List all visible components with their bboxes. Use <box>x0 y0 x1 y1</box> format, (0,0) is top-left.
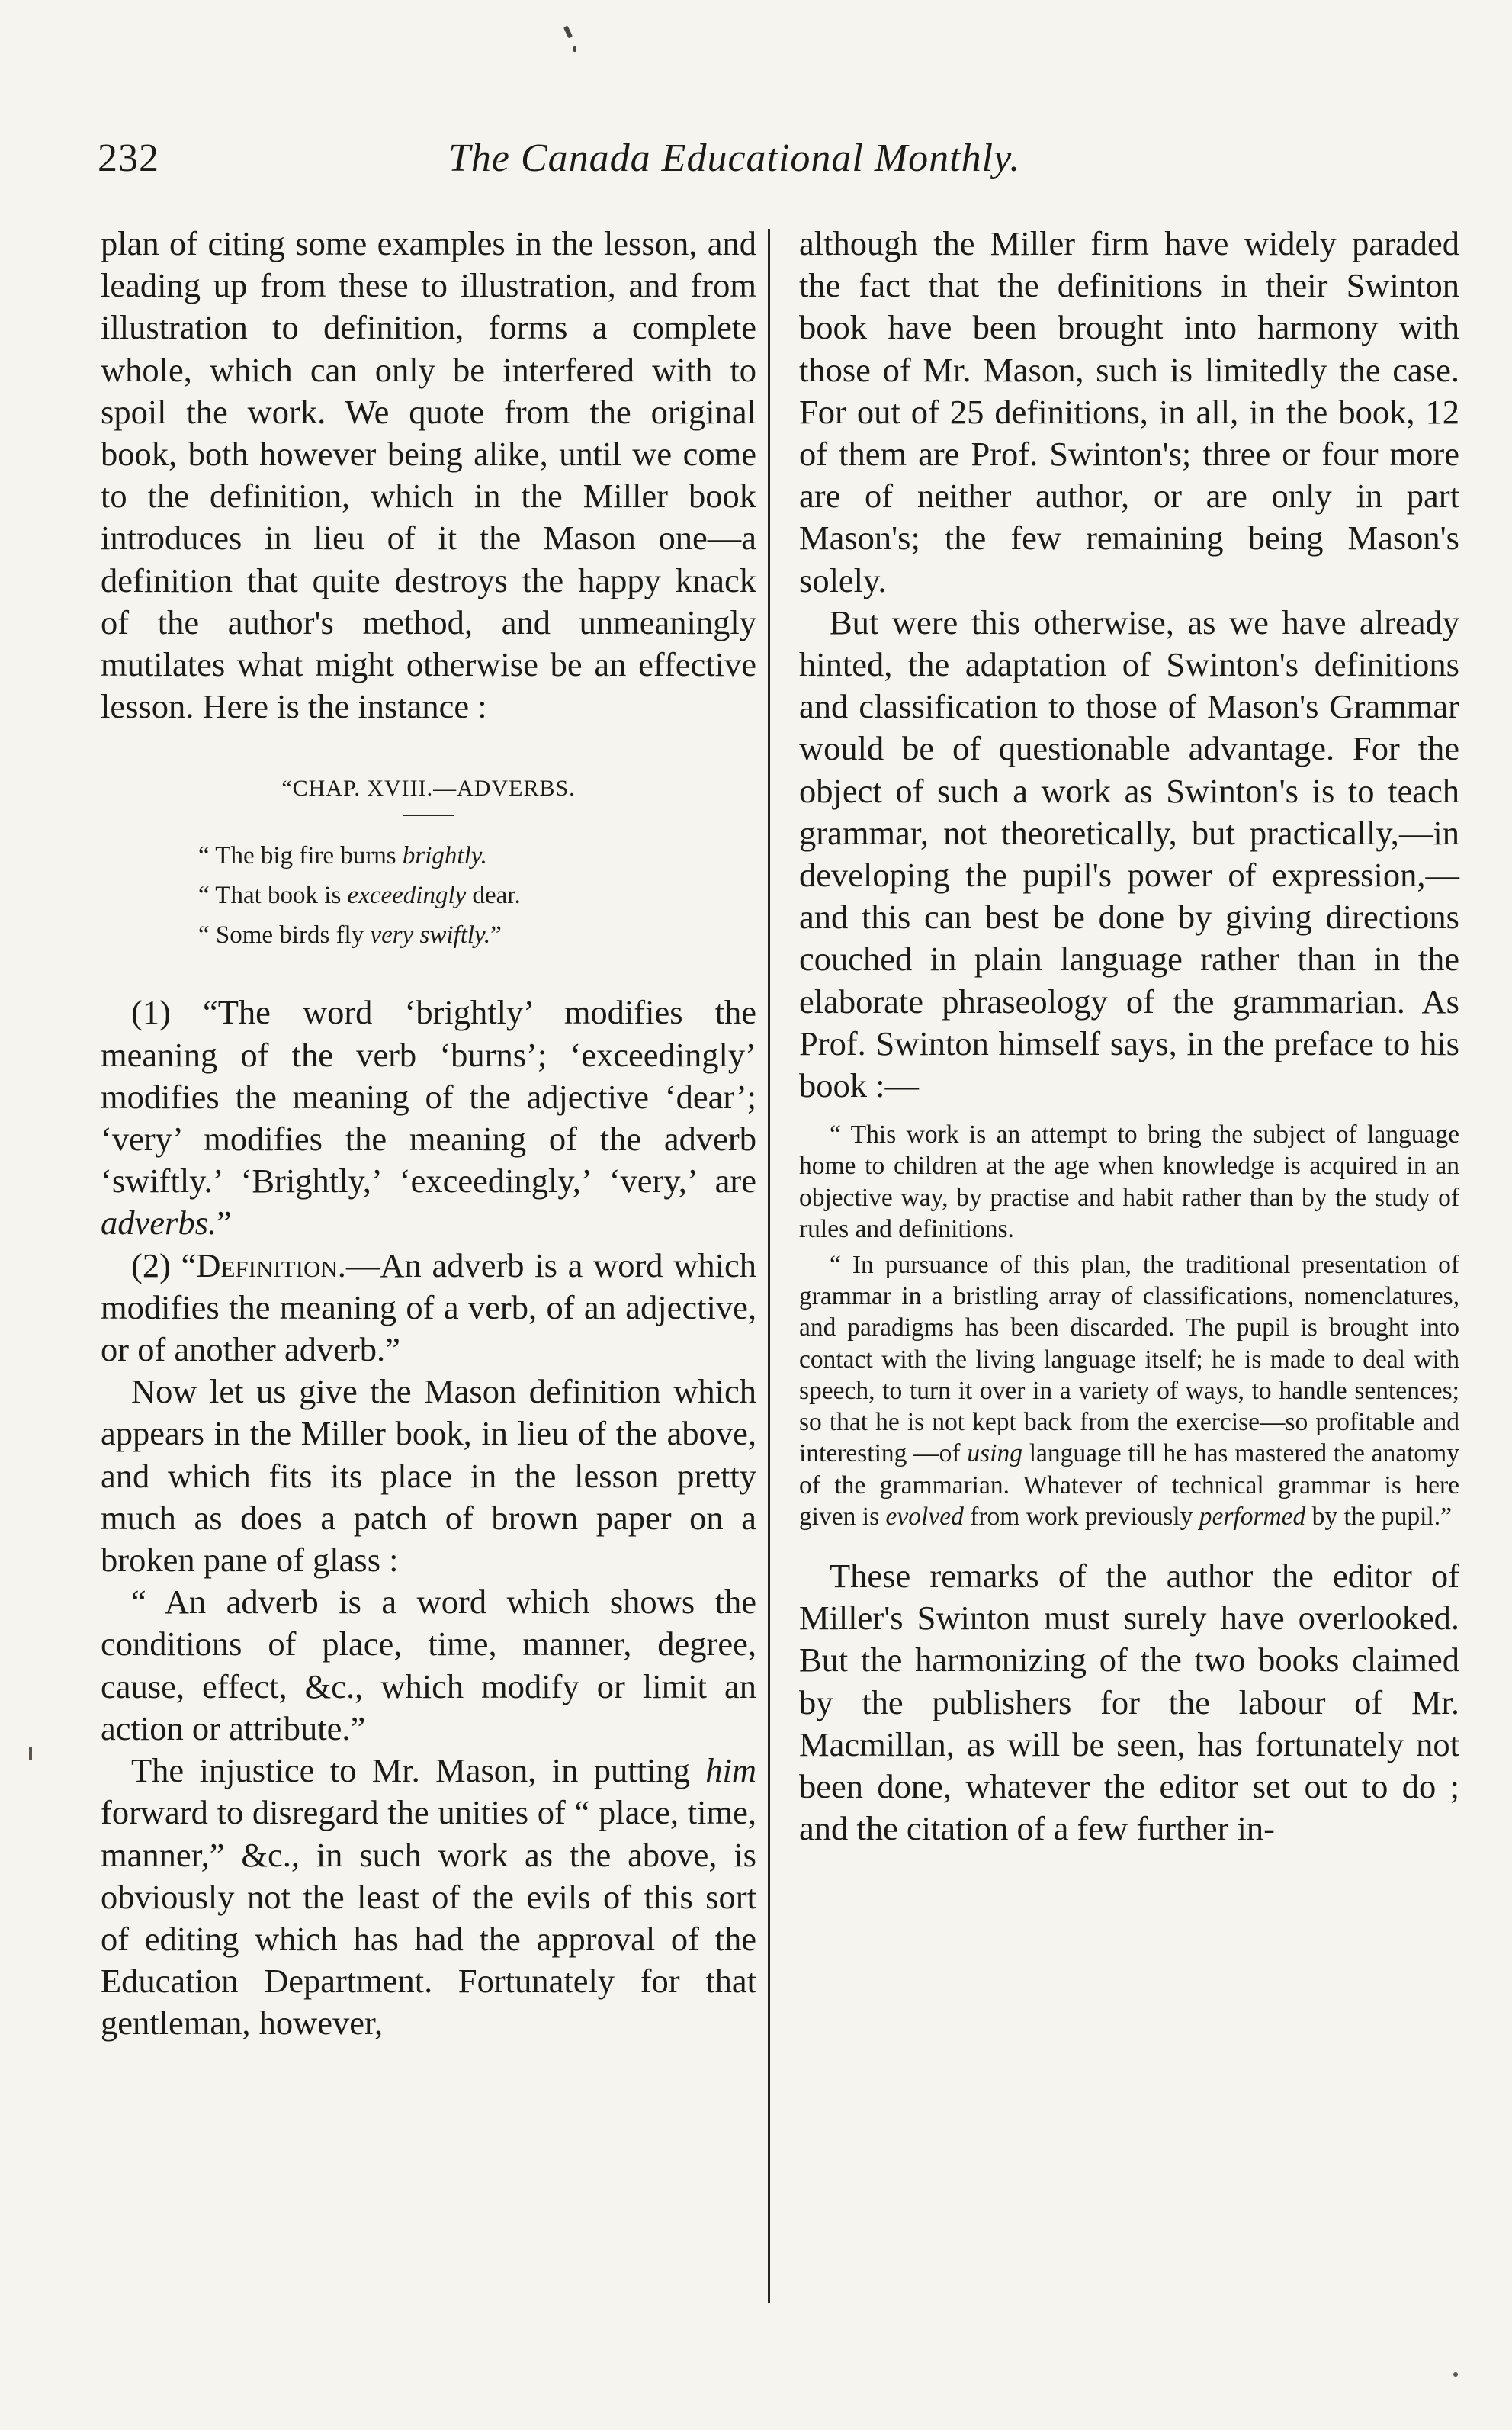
block-quote: “ In pursuance of this plan, the traditional presentation of grammar in a bristling array of classifications, nomenclatures, and paradigms has been discarded. The pupil is brought into contact with the living language itself; he is made to deal with speech, to turn it over in a variety of ways, to handle sentences; so that he is not kept back from the exercise—so profitable and interesting —of using language till he has mastered the anatomy of the grammarian. Whatever of technical grammar is here given is evolved from work previously performed by the pupil.” <box>799 1251 1459 1531</box>
chapter-heading: “CHAP. XVIII.—ADVERBS. <box>281 776 576 802</box>
paragraph: These remarks of the author the editor of Miller's Swinton must surely have overlooked. But the harmonizing of the two books claimed by the publishers for the labour of Mr. Macmillan, as will be seen, has fortunately not been done, whatever the editor set out to do ; and the citation of a few further in- <box>799 1556 1459 1848</box>
page-number: 232 <box>98 137 159 180</box>
paragraph: But were this otherwise, as we have already hinted, the adaptation of Swinton's definitions and classification to those of Mason's Grammar would be of questionable advantage. For the object of such a work as Swinton's is to teach grammar, not theoretically, but practically,—in developing the pupil's power of expression,—and this can best be done by giving directions couched in plain language rather than in the elaborate phraseology of the grammarian. As Prof. Swinton himself says, in the preface to his book :— <box>799 603 1459 1105</box>
column-divider <box>768 229 770 2303</box>
block-quote: “ This work is an attempt to bring the subject of language home to children at the age when knowledge is acquired in an objective way, by practise and habit rather than by the study of rules and definitions. <box>799 1120 1459 1243</box>
paragraph: (2) “Definition.—An adverb is a word which modifies the meaning of a verb, of an adjective, or of another adverb.” <box>101 1246 757 1369</box>
stray-mark <box>573 46 576 52</box>
example-line: “ Some birds fly very swiftly.” <box>198 921 502 950</box>
paragraph: (1) “The word ‘brightly’ modifies the meaning of the verb ‘burns’; ‘exceedingly’ modifies the meaning of the adjective ‘dear’; ‘very’ modifies the meaning of the adverb ‘swiftly.’ ‘Brightly,’ ‘exceedingly,’ ‘very,’ are adverbs.” <box>101 993 756 1242</box>
paragraph: although the Miller firm have widely paraded the fact that the definitions in their Swinton book have been brought into harmony with those of Mr. Mason, such is limitedly the case. For out of 25 definitions, in all, in the book, 12 of them are Prof. Swinton's; three or four more are of neither author, or are only in part Mason's; the few remaining being Mason's solely. <box>799 224 1459 599</box>
paragraph: Now let us give the Mason definition which appears in the Miller book, in lieu of the above, and which fits its place in the lesson pretty much as does a patch of brown paper on a broken pane of glass : <box>101 1372 756 1580</box>
stray-mark <box>1453 2372 1458 2377</box>
stray-mark <box>29 1747 32 1760</box>
example-line: “ That book is exceedingly dear. <box>198 882 521 910</box>
stray-mark <box>563 25 573 38</box>
page-header <box>98 136 1417 189</box>
example-line: “ The big fire burns brightly. <box>198 842 487 870</box>
example-list <box>198 836 756 955</box>
paragraph: plan of citing some examples in the lesson, and leading up from these to illustration, and from illustration to definition, forms a complete whole, which can only be interfered with to spoil the work. We quote from the original book, both however being alike, until we come to the definition, which in the Miller book introduces in lieu of it the Mason one—a definition that quite destroys the happy knack of the author's method, and unmeaningly mutilates what might otherwise be an effective lesson. Here is the instance : <box>101 224 756 726</box>
paragraph: The injustice to Mr. Mason, in putting him forward to disregard the unities of “ place, time, manner,” &c., in such work as the above, is obviously not the least of the evils of this sort of editing which has had the approval of the Education Department. Fortunately for that gentleman, however, <box>101 1751 756 2043</box>
paragraph: “ An adverb is a word which shows the conditions of place, time, manner, degree, cause, effect, &c., which modify or limit an action or attribute.” <box>101 1583 756 1747</box>
left-column <box>101 223 756 2045</box>
heading-rule <box>403 815 454 816</box>
running-title: The Canada Educational Monthly. <box>448 137 1021 180</box>
right-column <box>799 223 1459 1850</box>
